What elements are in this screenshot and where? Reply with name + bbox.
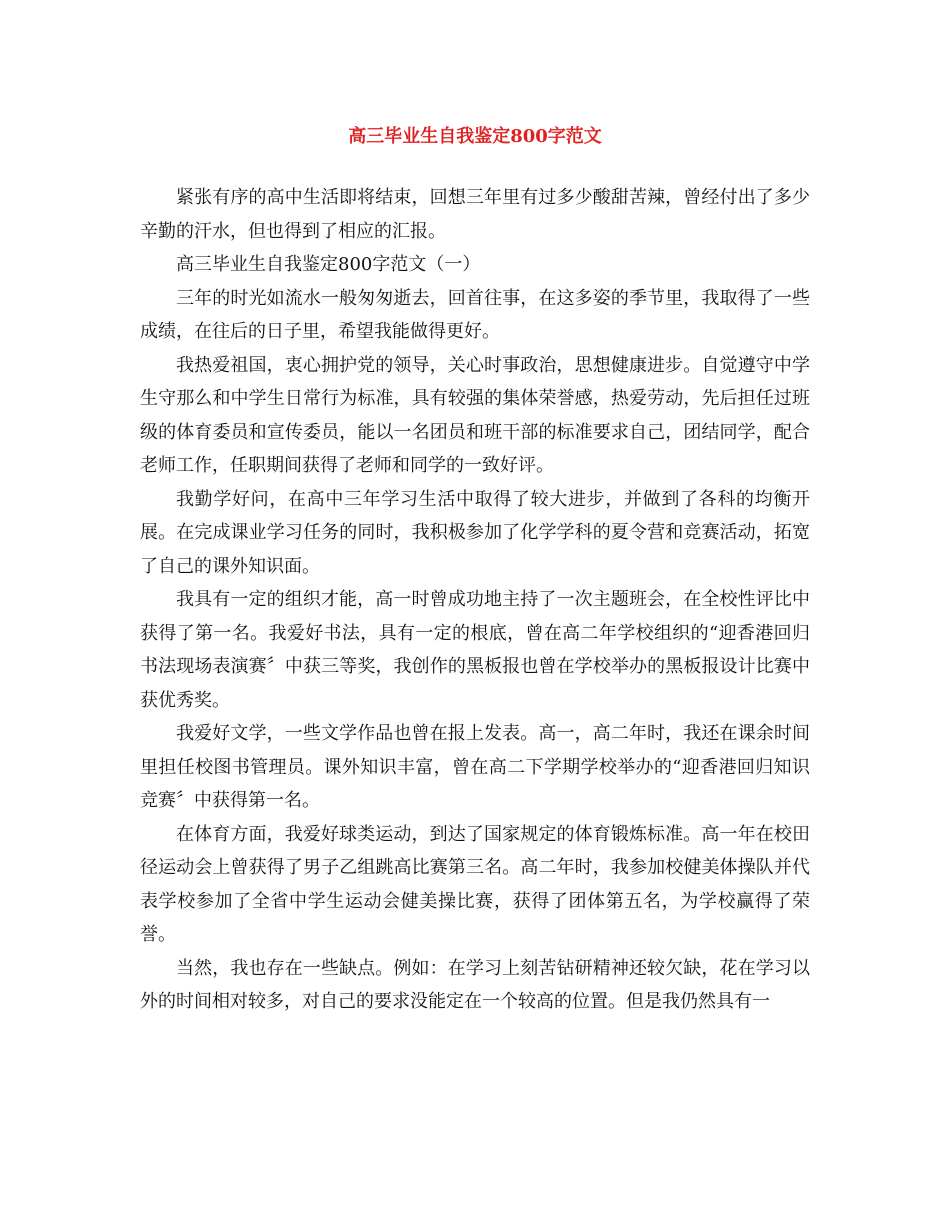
paragraph: 当然，我也存在一些缺点。例如：在学习上刻苦钻研精神还较欠缺，花在学习以外的时间相对较多，对自己的要求没能定在一个较高的位置。但是我仍然具有一	[140, 957, 810, 1012]
paragraph: 我热爱祖国，衷心拥护党的领导，关心时事政治，思想健康进步。自觉遵守中学生守那么和中学生日常行为标准，具有较强的集体荣誉感，热爱劳动，先后担任过班级的体育委员和宣传委员，能以一名团员和班干部的标准要求自己，团结同学，配合老师工作，任职期间获得了老师和同学的一致好评。	[140, 354, 810, 476]
paragraph: 我具有一定的组织才能，高一时曾成功地主持了一次主题班会，在全校性评比中获得了第一名。我爱好书法，具有一定的根底，曾在高二年学校组织的“迎香港回归书法现场表演赛〞中获三等奖，我创作的黑板报也曾在学校举办的黑板报设计比赛中获优秀奖。	[140, 589, 810, 711]
document-body	[140, 181, 810, 1019]
paragraph: 我爱好文学，一些文学作品也曾在报上发表。高一，高二年时，我还在课余时间里担任校图书管理员。课外知识丰富，曾在高二下学期学校举办的“迎香港回归知识竞赛〞中获得第一名。	[140, 723, 810, 811]
paragraph-intro: 紧张有序的高中生活即将结束，回想三年里有过多少酸甜苦辣，曾经付出了多少辛勤的汗水，但也得到了相应的汇报。	[140, 187, 810, 242]
paragraph: 三年的时光如流水一般匆匆逝去，回首往事，在这多姿的季节里，我取得了一些成绩，在往后的日子里，希望我能做得更好。	[140, 287, 810, 342]
section-heading: 高三毕业生自我鉴定800字范文（一）	[176, 254, 481, 275]
paragraph: 在体育方面，我爱好球类运动，到达了国家规定的体育锻炼标准。高一年在校田径运动会上曾获得了男子乙组跳高比赛第三名。高二年时，我参加校健美体操队并代表学校参加了全省中学生运动会健美操比赛，获得了团体第五名，为学校赢得了荣誉。	[140, 823, 810, 945]
paragraph: 我勤学好问，在高中三年学习生活中取得了较大进步，并做到了各科的均衡开展。在完成课业学习任务的同时，我积极参加了化学学科的夏令营和竞赛活动，拓宽了自己的课外知识面。	[140, 488, 810, 577]
page-title: 高三毕业生自我鉴定800字范文	[348, 126, 602, 147]
